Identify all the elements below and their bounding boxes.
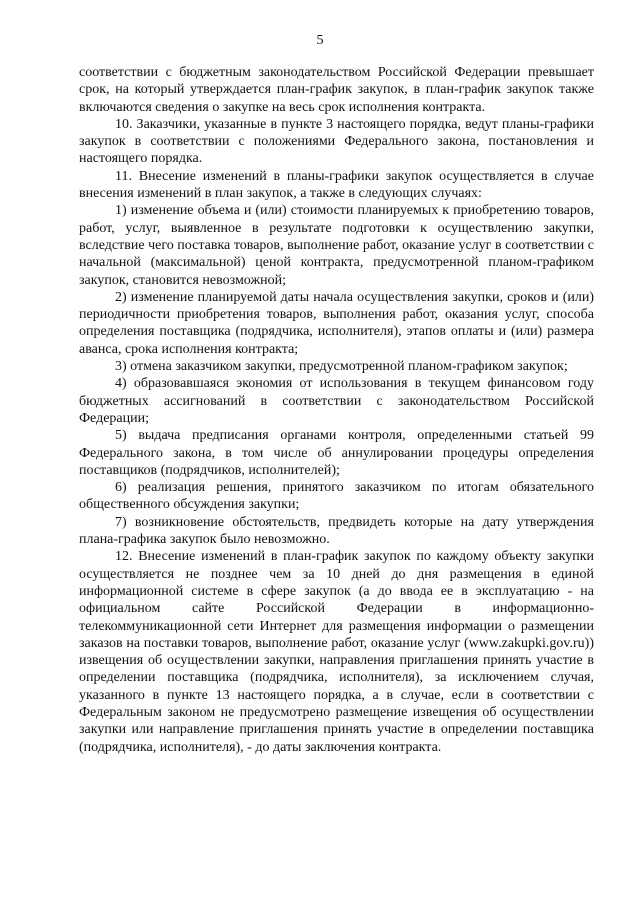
paragraph-item-12: 12. Внесение изменений в план-график закупок по каждому объекту закупки осуществляется не позднее чем за 10 дней до дня размещения в единой информационной системе в сфере закупок (а до ввода ее в эксплуатацию - на официальном сайте Российской Федерации в информационно-телекоммуникационной сети Интернет для размещения информации о размещении заказов на поставки товаров, выполнение работ, оказание услуг (www.zakupki.gov.ru)) извещения об осуществлении закупки, направления приглашения принять участие в определении поставщика (подрядчика, исполнителя), за исключением случая, указанного в пункте 13 настоящего порядка, а в случае, если в соответствии с Федеральным законом не предусмотрено размещение извещения об осуществлении закупки или направление приглашения принять участие в определении поставщика (подрядчика, исполнителя), - до даты заключения контракта. <box>79 549 594 755</box>
page-number: 5 <box>316 33 324 48</box>
paragraph-item-11: 11. Внесение изменений в планы-графики закупок осуществляется в случае внесения изменений в план закупок, а также в следующих случаях: <box>79 168 594 202</box>
paragraph-item-10: 10. Заказчики, указанные в пункте 3 настоящего порядка, ведут планы-графики закупок в соответствии с положениями Федерального закона, постановления и настоящего порядка. <box>79 116 594 167</box>
paragraph-subitem-5: 5) выдача предписания органами контроля, определенными статьей 99 Федерального закона, в том числе об аннулировании процедуры определения поставщиков (подрядчиков, исполнителей); <box>79 428 594 478</box>
paragraph-subitem-6: 6) реализация решения, принятого заказчиком по итогам обязательного общественного обсуждения закупки; <box>79 480 594 513</box>
document-body <box>79 64 594 756</box>
paragraph-subitem-2: 2) изменение планируемой даты начала осуществления закупки, сроков и (или) периодичности приобретения товаров, выполнения работ, оказания услуг, способа определения поставщика (подрядчика, исполнителя), этапов оплаты и (или) размера аванса, срока исполнения контракта; <box>79 289 594 357</box>
paragraph-continuation: соответствии с бюджетным законодательством Российской Федерации превышает срок, на который утверждается план-график закупок, в план-график закупок также включаются сведения о закупке на весь срок исполнения контракта. <box>79 65 594 115</box>
paragraph-subitem-4: 4) образовавшаяся экономия от использования в текущем финансовом году бюджетных ассигнований в соответствии с законодательством Российской Федерации; <box>79 376 594 426</box>
paragraph-subitem-7: 7) возникновение обстоятельств, предвидеть которые на дату утверждения плана-графика закупок было невозможно. <box>79 514 594 548</box>
paragraph-subitem-3: 3) отмена заказчиком закупки, предусмотренной планом-графиком закупок; <box>115 359 568 375</box>
paragraph-subitem-1: 1) изменение объема и (или) стоимости планируемых к приобретению товаров, работ, услуг, выявленное в результате подготовки к осуществлению закупки, вследствие чего поставка товаров, выполнение работ, оказание услуг в соответствии с начальной (максимальной) ценой контракта, предусмотренной планом-графиком закупок, становится невозможной; <box>79 203 594 288</box>
